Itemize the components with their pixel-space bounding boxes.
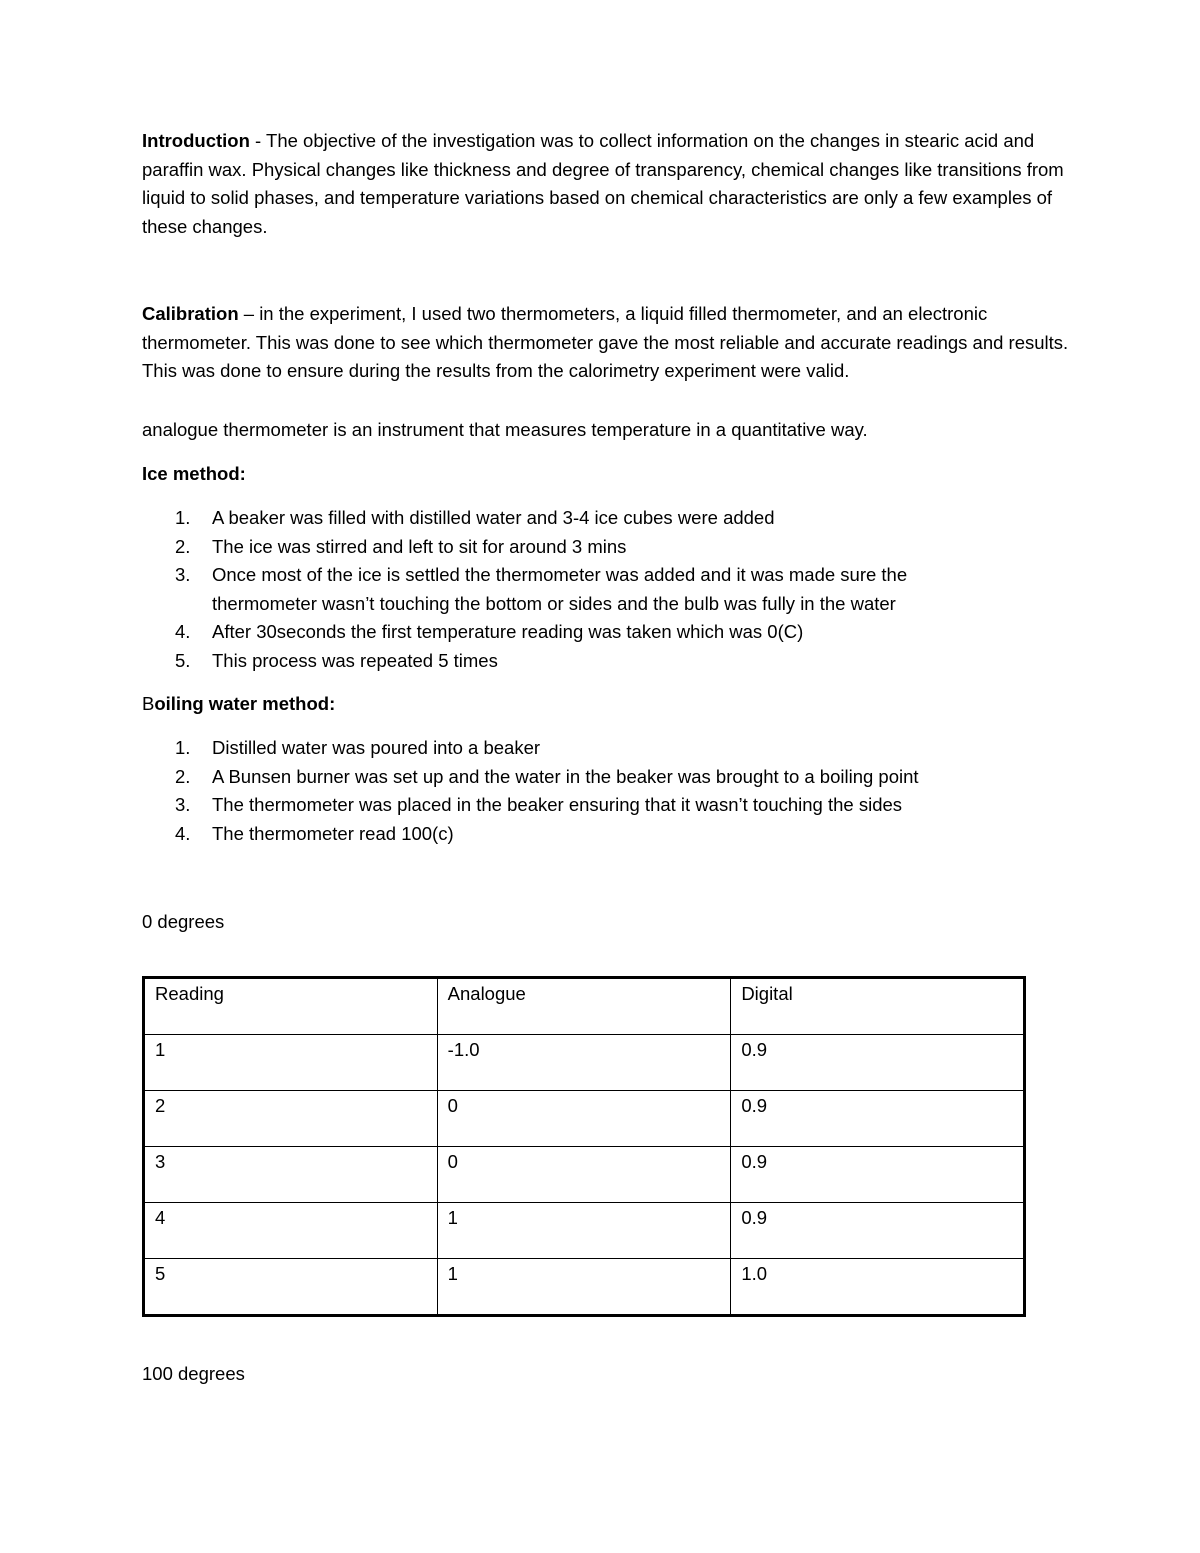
list-item: 1. A beaker was filled with distilled water and 3-4 ice cubes were added (175, 507, 775, 528)
table-cell: 1.0 (731, 1259, 1025, 1316)
table-cell: 0.9 (731, 1035, 1025, 1091)
list-item: 2. A Bunsen burner was set up and the water in the beaker was brought to a boiling point (175, 765, 919, 787)
calibration-heading: Calibration (142, 303, 239, 324)
list-item: 2. The ice was stirred and left to sit for around 3 mins (175, 535, 627, 557)
table-row (144, 1259, 1025, 1316)
list-item: 4. After 30seconds the first temperature reading was taken which was 0(C) (175, 621, 804, 642)
readings-table (142, 976, 1026, 1317)
list-item: 1. Distilled water was poured into a beaker (175, 737, 541, 758)
table-row (144, 1035, 1025, 1091)
table-header-cell: Analogue (437, 978, 731, 1035)
analogue-note: analogue thermometer is an instrument that measures temperature in a quantitative way. (142, 419, 868, 440)
table-header-row (144, 978, 1025, 1035)
table-header-cell: Digital (731, 978, 1025, 1035)
ice-method-heading: Ice method: (142, 463, 246, 484)
table-cell: -1.0 (437, 1035, 731, 1091)
table-cell: 0 (437, 1091, 731, 1147)
boiling-method-heading: Boiling water method: (142, 693, 336, 714)
table-row (144, 1147, 1025, 1203)
table-row (144, 1091, 1025, 1147)
table-cell: 2 (144, 1091, 438, 1147)
table-row (144, 1203, 1025, 1259)
introduction-paragraph (142, 127, 1072, 241)
table-cell: 0 (437, 1147, 731, 1203)
list-item: 3. The thermometer was placed in the beaker ensuring that it wasn’t touching the sides (175, 794, 903, 815)
list-item: 3. Once most of the ice is settled the thermometer was added and it was made sure the thermometer wasn’t touching the bottom or sides and the bulb was fully in the water (175, 564, 908, 614)
calibration-text: – in the experiment, I used two thermometers, a liquid filled thermometer, and an electronic thermometer. This was done to see which thermometer gave the most reliable and accurate readings and results. This was done to ensure during the results from the calorimetry experiment were valid. (142, 303, 1069, 381)
table-cell: 0.9 (731, 1147, 1025, 1203)
introduction-heading: Introduction (142, 130, 250, 151)
table-cell: 4 (144, 1203, 438, 1259)
calibration-paragraph (142, 300, 1072, 386)
hundred-degrees-label: 100 degrees (142, 1363, 245, 1384)
table-cell: 0.9 (731, 1091, 1025, 1147)
table-cell: 1 (144, 1035, 438, 1091)
introduction-text: - The objective of the investigation was to collect information on the changes in stearic acid and paraffin wax. Physical changes like thickness and degree of transparency, chemical changes like transitions from liquid to solid phases, and temperature variations based on chemical characteristics are only a few examples of these changes. (142, 130, 1064, 237)
table-cell: 1 (437, 1259, 731, 1316)
table-cell: 3 (144, 1147, 438, 1203)
table-header-cell: Reading (144, 978, 438, 1035)
zero-degrees-label: 0 degrees (142, 911, 225, 932)
list-item: 4. The thermometer read 100(c) (175, 822, 454, 844)
table-cell: 0.9 (731, 1203, 1025, 1259)
table-cell: 1 (437, 1203, 731, 1259)
list-item: 5. This process was repeated 5 times (175, 649, 498, 671)
ice-method-steps (142, 504, 1022, 675)
boiling-method-steps (142, 734, 1042, 848)
table-cell: 5 (144, 1259, 438, 1316)
